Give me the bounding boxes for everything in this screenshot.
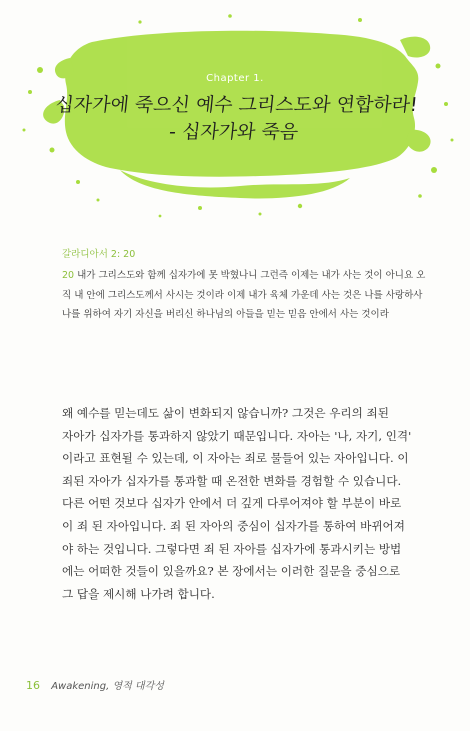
page-footer: [26, 677, 164, 692]
verse-text-block: [62, 266, 426, 325]
chapter-title: [0, 92, 470, 146]
body-line: 자아가 십자가를 통과하지 않았기 때문입니다. 자아는 '나, 자기, 인격': [62, 428, 412, 443]
verse-number: 20: [62, 270, 75, 281]
body-line: 에는 어떠한 것들이 있을까요? 본 장에서는 이러한 질문을 중심으로: [62, 564, 401, 579]
body-line: 이 죄 된 자아입니다. 죄 된 자아의 중심이 십자가를 통하여 바뀌어져: [62, 518, 405, 533]
body-line: 이라고 표현될 수 있는데, 이 자아는 죄로 물들어 있는 자아입니다. 이: [62, 451, 409, 466]
page-number: 16: [26, 679, 40, 692]
verse-reference: 갈라디아서 2: 20: [62, 249, 136, 260]
body-paragraph: [62, 402, 432, 605]
body-line: 야 하는 것입니다. 그렇다면 죄 된 자아를 십자가에 통과시키는 방법: [62, 541, 402, 556]
body-line: 그 답을 제시해 나가려 합니다.: [62, 586, 215, 601]
body-line: 왜 예수를 믿는데도 삶이 변화되지 않습니까? 그것은 우리의 죄된: [62, 406, 389, 420]
body-line: 다른 어떤 것보다 십자가 안에서 더 깊게 다루어져야 할 부분이 바로: [62, 496, 402, 511]
book-title: Awakening, 영적 대각성: [51, 681, 164, 692]
chapter-title-line: 십자가에 죽으신 예수 그리스도와 연합하라!: [54, 94, 419, 116]
chapter-subtitle-line: - 십자가와 죽음: [167, 121, 300, 143]
chapter-label: Chapter 1.: [206, 73, 264, 84]
body-line: 죄된 자아가 십자가를 통과할 때 온전한 변화를 경험할 수 있습니다.: [62, 473, 402, 488]
verse-text: 내가 그리스도와 함께 십자가에 못 박혔나니 그런즉 이제는 내가 사는 것이 아니요 오직 내 안에 그리스도께서 사시는 것이라 이제 내가 육체 가운데 사는 것은 나를 사랑하사 나를 위하여 자기 자신을 버리신 하나님의 아들을 믿는 믿음 안에서 사는 것이라: [62, 270, 426, 320]
